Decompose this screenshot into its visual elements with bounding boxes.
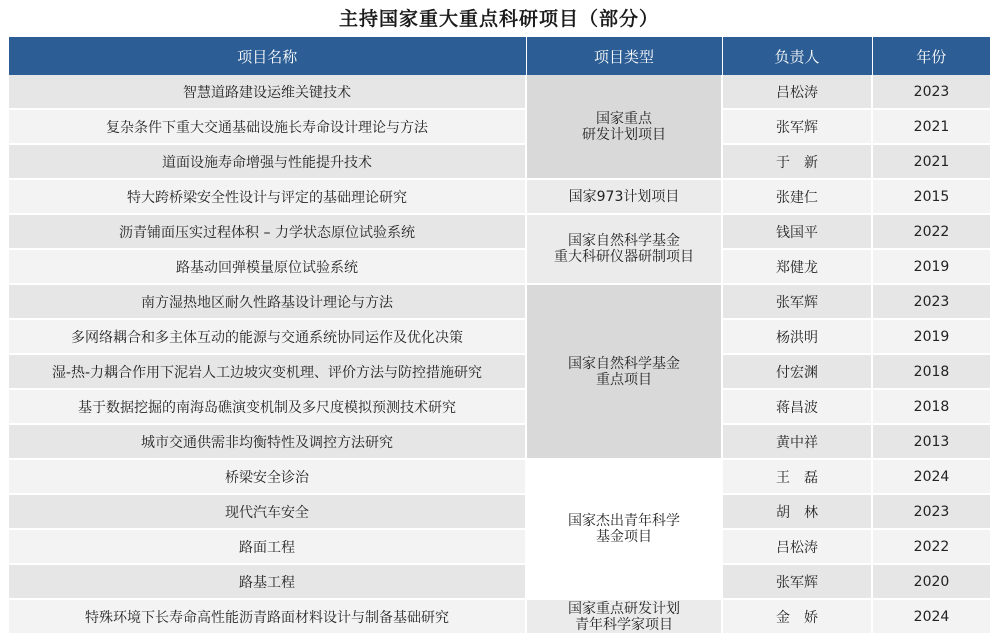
project-type [526, 179, 722, 214]
project-year: 2019 [872, 249, 990, 284]
project-type [526, 599, 722, 634]
header-name: 项目名称 [9, 37, 526, 75]
table-header-row [9, 37, 990, 75]
project-leader: 蒋昌波 [722, 389, 872, 424]
table-row [9, 214, 990, 249]
project-leader: 郑健龙 [722, 249, 872, 284]
project-name: 道面设施寿命增强与性能提升技术 [9, 144, 526, 179]
project-name: 沥青铺面压实过程体积 – 力学状态原位试验系统 [9, 214, 526, 249]
table-row [9, 284, 990, 319]
header-year: 年份 [872, 37, 990, 75]
project-type-line1: 国家自然科学基金 [568, 355, 680, 372]
project-type [526, 75, 722, 179]
project-year: 2021 [872, 109, 990, 144]
project-leader: 张军辉 [722, 109, 872, 144]
project-leader: 王 磊 [722, 459, 872, 494]
project-type [526, 214, 722, 284]
project-name: 湿-热-力耦合作用下泥岩人工边坡灾变机理、评价方法与防控措施研究 [9, 354, 526, 389]
project-type [526, 284, 722, 459]
table-row [9, 529, 990, 564]
project-leader: 吕松涛 [722, 529, 872, 564]
table-row [9, 75, 990, 109]
project-type-line2: 研发计划项目 [582, 126, 666, 143]
table-row [9, 319, 990, 354]
table-row [9, 144, 990, 179]
project-year: 2013 [872, 424, 990, 459]
project-name: 南方湿热地区耐久性路基设计理论与方法 [9, 284, 526, 319]
header-leader: 负责人 [722, 37, 872, 75]
project-name: 智慧道路建设运维关键技术 [9, 75, 526, 109]
project-name: 路面工程 [9, 529, 526, 564]
project-year: 2018 [872, 389, 990, 424]
project-year: 2022 [872, 214, 990, 249]
project-year: 2015 [872, 179, 990, 214]
project-name: 多网络耦合和多主体互动的能源与交通系统协同运作及优化决策 [9, 319, 526, 354]
header-type: 项目类型 [526, 37, 722, 75]
project-type-line1: 国家重点 [596, 110, 652, 127]
project-name: 路基动回弹模量原位试验系统 [9, 249, 526, 284]
project-year: 2023 [872, 75, 990, 109]
project-leader: 于 新 [722, 144, 872, 179]
table-row [9, 249, 990, 284]
project-leader: 吕松涛 [722, 75, 872, 109]
project-year: 2020 [872, 564, 990, 599]
projects-table [9, 37, 990, 635]
project-year: 2023 [872, 494, 990, 529]
project-leader: 杨洪明 [722, 319, 872, 354]
table-row [9, 354, 990, 389]
table-row [9, 494, 990, 529]
project-year: 2024 [872, 459, 990, 494]
project-type-line2: 基金项目 [596, 529, 652, 545]
table-row [9, 179, 990, 214]
project-name: 复杂条件下重大交通基础设施长寿命设计理论与方法 [9, 109, 526, 144]
project-year: 2023 [872, 284, 990, 319]
project-name: 特殊环境下长寿命高性能沥青路面材料设计与制备基础研究 [9, 599, 526, 634]
page-title: 主持国家重大重点科研项目（部分） [338, 8, 659, 30]
project-type-line1: 国家重点研发计划 [568, 600, 680, 617]
project-year: 2022 [872, 529, 990, 564]
project-type-line1: 国家杰出青年科学 [568, 513, 680, 529]
project-leader: 金 娇 [722, 599, 872, 634]
project-leader: 张建仁 [722, 179, 872, 214]
project-type [526, 459, 722, 599]
table-row [9, 109, 990, 144]
project-leader: 张军辉 [722, 564, 872, 599]
project-name: 特大跨桥梁安全性设计与评定的基础理论研究 [9, 179, 526, 214]
project-year: 2024 [872, 599, 990, 634]
project-leader: 付宏渊 [722, 354, 872, 389]
project-name: 城市交通供需非均衡特性及调控方法研究 [9, 424, 526, 459]
project-year: 2021 [872, 144, 990, 179]
project-leader: 黄中祥 [722, 424, 872, 459]
project-type-line1: 国家自然科学基金 [568, 233, 680, 249]
project-leader: 钱国平 [722, 214, 872, 249]
project-name: 现代汽车安全 [9, 494, 526, 529]
project-leader: 胡 林 [722, 494, 872, 529]
table-row [9, 424, 990, 459]
table-row [9, 564, 990, 599]
project-leader: 张军辉 [722, 284, 872, 319]
project-year: 2019 [872, 319, 990, 354]
project-type-line2: 青年科学家项目 [575, 616, 673, 633]
table-row [9, 599, 990, 634]
table-row [9, 389, 990, 424]
project-name: 基于数据挖掘的南海岛礁演变机制及多尺度模拟预测技术研究 [9, 389, 526, 424]
project-type-line1: 国家973计划项目 [568, 188, 680, 205]
project-type-line2: 重大科研仪器研制项目 [554, 249, 694, 265]
project-type-line2: 重点项目 [596, 371, 652, 388]
project-name: 桥梁安全诊治 [9, 459, 526, 494]
project-name: 路基工程 [9, 564, 526, 599]
project-year: 2018 [872, 354, 990, 389]
table-row [9, 459, 990, 494]
